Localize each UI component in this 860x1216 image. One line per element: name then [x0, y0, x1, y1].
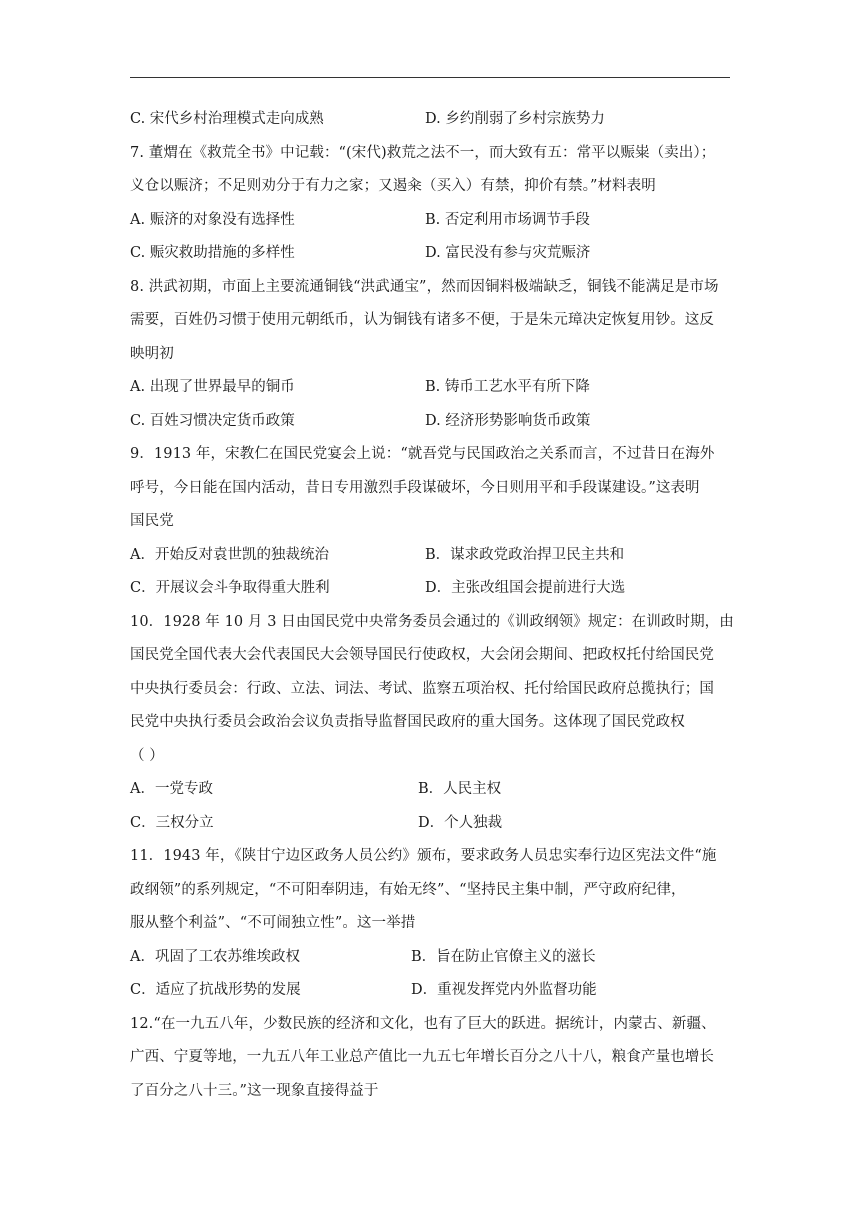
question-12	[130, 1008, 730, 1109]
option-d: D. 乡约削弱了乡村宗族势力	[425, 111, 605, 127]
option-d: D．主张改组国会提前进行大选	[425, 580, 626, 596]
option-d: D. 富民没有参与灾荒赈济	[425, 245, 591, 261]
question-text-line: 8. 洪武初期，市面上主要流通铜钱“洪武通宝”，然而因铜料极端缺乏，铜钱不能满足是市场	[130, 278, 719, 295]
option-a: A．巩固了工农苏维埃政权	[130, 948, 300, 965]
option-row	[130, 572, 730, 606]
option-row	[130, 974, 730, 1008]
option-a: A. 出现了世界最早的铜币	[130, 379, 295, 395]
option-row	[130, 405, 730, 439]
option-c: C．开展议会斗争取得重大胜利	[130, 580, 330, 596]
option-c: C. 百姓习惯决定货币政策	[130, 412, 295, 429]
question-text-line: 映明初	[130, 345, 174, 362]
option-a: A．开始反对袁世凯的独裁统治	[130, 546, 329, 563]
question-9	[130, 438, 730, 606]
option-d: D．重视发挥党内外监督功能	[411, 982, 597, 998]
option-c: C. 赈灾救助措施的多样性	[130, 245, 295, 261]
question-page	[130, 103, 734, 1108]
option-row	[130, 807, 730, 841]
option-b: B. 否定利用市场调节手段	[425, 211, 590, 228]
question-8	[130, 271, 730, 439]
option-row	[130, 103, 730, 137]
option-row	[130, 204, 730, 238]
option-row	[130, 539, 730, 573]
option-row	[130, 237, 730, 271]
option-c: C. 宋代乡村治理模式走向成熟	[130, 111, 324, 127]
question-text-line: 政纲领”的系列规定，“不可阳奉阴违，有始无终”、“坚持民主集中制，严守政府纪律，	[130, 881, 686, 898]
option-d: D．个人独裁	[418, 814, 503, 831]
option-c: C．三权分立	[130, 814, 214, 831]
question-text-line: 呼号，今日能在国内活动，昔日专用激烈手段谋破坏，今日则用平和手段谋建设。”这表明	[130, 479, 700, 496]
question-text-line: 7. 董煟在《救荒全书》中记载：“(宋代)救荒之法不一，而大致有五：常平以赈粜（卖出）；	[130, 144, 716, 161]
option-a: A. 赈济的对象没有选择性	[130, 211, 295, 228]
question-text-line: 国民党	[130, 513, 174, 529]
question-text-line: 服从整个利益”、“不可闹独立性”。这一举措	[130, 915, 416, 931]
question-text-line: 了百分之八十三。”这一现象直接得益于	[130, 1082, 379, 1099]
option-b: B．人民主权	[418, 781, 502, 797]
question-7	[130, 137, 730, 271]
question-text-line: 10．1928 年 10 月 3 日由国民党中央常务委员会通过的《训政纲领》规定：在训政时期，由	[130, 613, 734, 630]
question-text-line: 需要，百姓仍习惯于使用元朝纸币，认为铜钱有诸多不便，于是朱元璋决定恢复用钞。这反	[130, 312, 714, 328]
question-text-line: 国民党全国代表大会代表国民大会领导国民行使政权，大会闭会期间、把政权托付给国民党	[130, 647, 714, 663]
question-text-line: 9．1913 年，宋教仁在国民党宴会上说：“就吾党与民国政治之关系而言，不过昔日在海外	[130, 446, 715, 462]
question-text-line: 中央执行委员会：行政、立法、词法、考试、监察五项治权、托付给国民政府总揽执行；国	[130, 680, 714, 697]
question-text-line: 12.“在一九五八年，少数民族的经济和文化，也有了巨大的跃进。据统计，内蒙古、新疆、	[130, 1015, 716, 1032]
question-11	[130, 840, 730, 1008]
header-rule	[130, 77, 730, 78]
question-10	[130, 606, 734, 841]
option-row	[130, 371, 730, 405]
question-text-line: 11．1943 年，《陕甘宁边区政务人员公约》颁布，要求政务人员忠实奉行边区宪法文件“施	[130, 848, 717, 864]
option-d: D. 经济形势影响货币政策	[425, 412, 591, 429]
question-text-line: 广西、宁夏等地，一九五八年工业总产值比一九五七年增长百分之八十八，粮食产量也增长	[130, 1049, 714, 1065]
option-c: C．适应了抗战形势的发展	[130, 982, 301, 998]
question-text-line: 义仓以赈济；不足则劝分于有力之家；又遏籴（买入）有禁，抑价有禁。”材料表明	[130, 178, 656, 194]
option-row	[130, 941, 730, 975]
option-row	[130, 773, 730, 807]
option-b: B．旨在防止官僚主义的滋长	[411, 948, 596, 965]
option-b: B．谋求政党政治捍卫民主共和	[425, 546, 625, 563]
option-a: A．一党专政	[130, 781, 213, 797]
answer-blank: （ ）	[130, 747, 164, 764]
option-b: B. 铸币工艺水平有所下降	[425, 379, 590, 395]
question-text-line: 民党中央执行委员会政治会议负责指导监督国民政府的重大国务。这体现了国民党政权	[130, 714, 685, 730]
